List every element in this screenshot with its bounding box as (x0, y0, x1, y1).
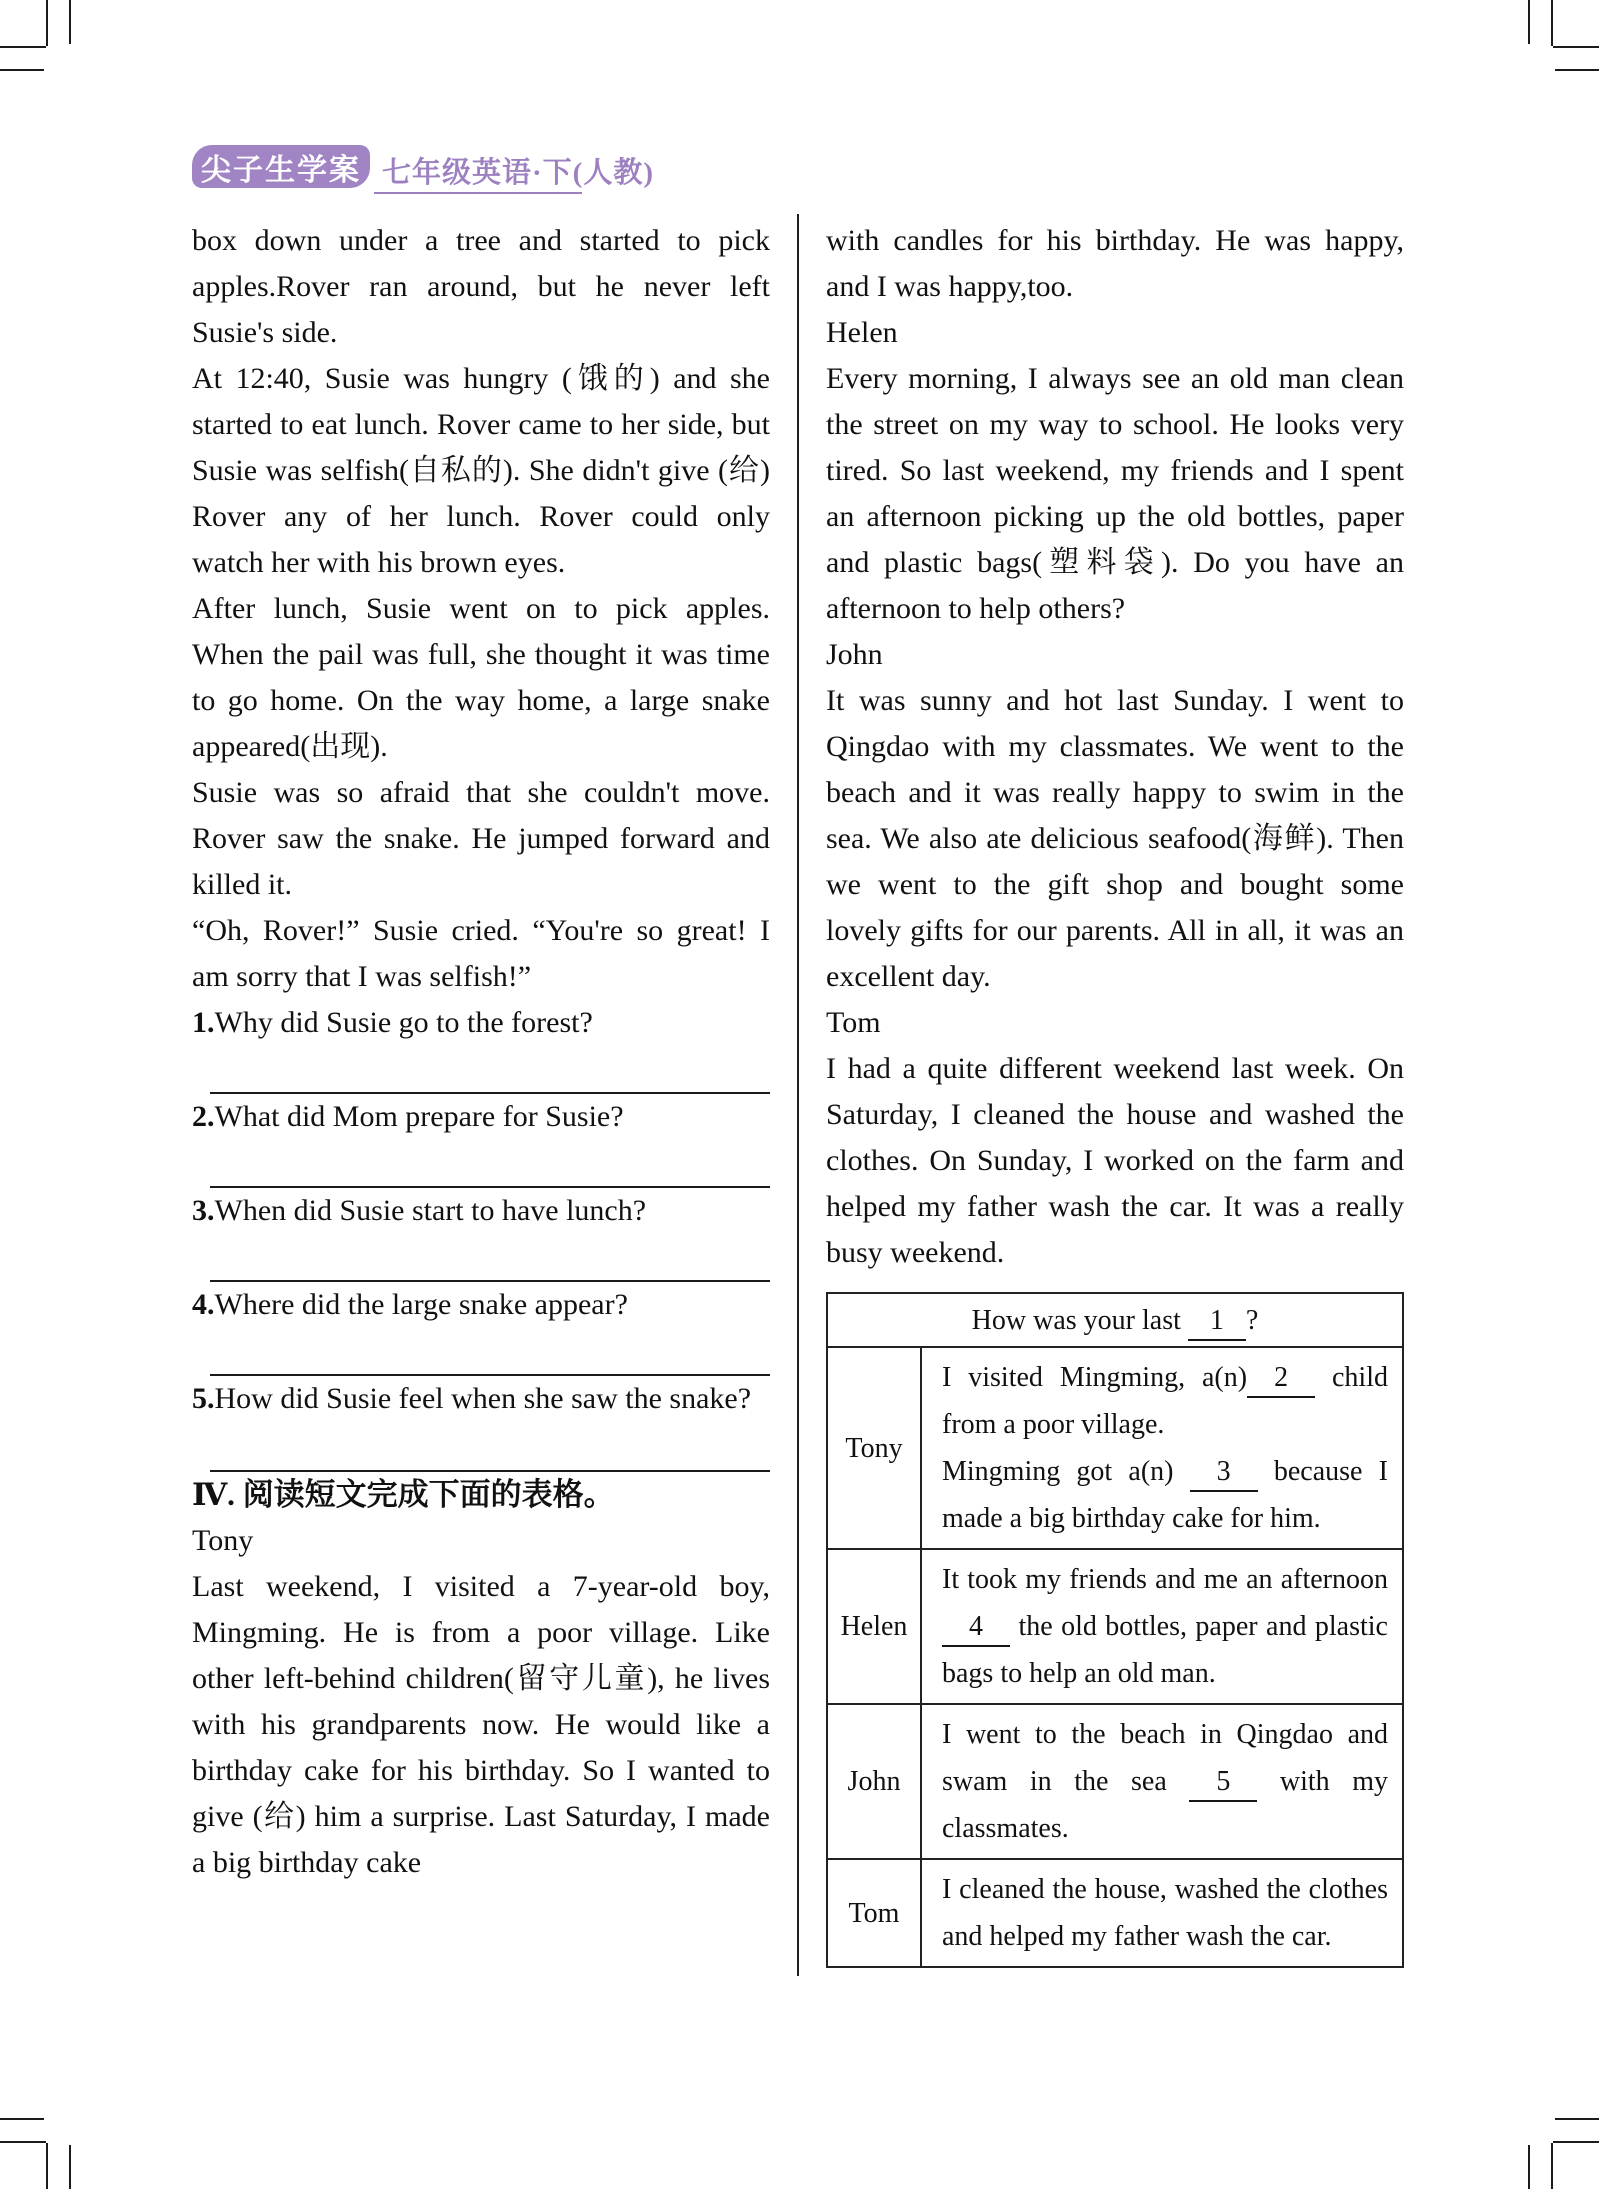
row-body-tony (921, 1347, 1403, 1549)
table-row-john (827, 1704, 1403, 1859)
question-number: 1. (192, 1006, 215, 1039)
continuation-paragraph: with candles for his birthday. He was happy, and I was happy,too. (826, 224, 1404, 303)
cell-text: child from a poor village. (942, 1362, 1388, 1440)
trim-mark (46, 2143, 48, 2189)
speaker-name-tom: Tom (826, 1006, 881, 1039)
trim-mark (0, 69, 44, 71)
series-underline (374, 192, 582, 194)
question-text (192, 1282, 770, 1328)
table-title-cell (827, 1293, 1403, 1347)
row-name-tony: Tony (827, 1347, 921, 1549)
story-paragraph: After lunch, Susie went on to pick apples. When the pail was full, she thought it was time to go home. On the way home, a large snake appeared(出现). (192, 592, 770, 763)
row-name-tom: Tom (827, 1859, 921, 1967)
table-row-helen (827, 1549, 1403, 1704)
trim-mark (1553, 2141, 1599, 2143)
cell-text: It took my friends and me an afternoon (942, 1564, 1388, 1595)
question-1 (192, 1000, 770, 1094)
summary-table (826, 1292, 1404, 1968)
helen-paragraph: Every morning, I always see an old man clean the street on my way to school. He looks very tired. So last weekend, my friends and I spent an afternoon picking up the old bottles, paper and plastic bags(塑料袋). Do you have an afternoon to help others? (826, 362, 1404, 625)
answer-underline (210, 1328, 770, 1376)
blank-1: 1 (1188, 1303, 1246, 1341)
trim-mark (1528, 2145, 1530, 2189)
right-column (826, 218, 1404, 1968)
trim-mark (69, 0, 71, 44)
answer-underline (210, 1140, 770, 1188)
story-paragraph: box down under a tree and started to pick apples.Rover ran around, but he never left Susie's side. (192, 224, 770, 349)
table-title-row (827, 1293, 1403, 1347)
answer-underline (210, 1234, 770, 1282)
question-text (192, 1376, 770, 1422)
blank-3: 3 (1190, 1454, 1258, 1492)
trim-mark (0, 2141, 46, 2143)
tony-cell-line-1 (942, 1354, 1388, 1448)
table-title-suffix: ? (1245, 1304, 1259, 1336)
row-body-john (921, 1704, 1403, 1859)
question-5 (192, 1376, 770, 1472)
question-2 (192, 1094, 770, 1188)
row-name-john: John (827, 1704, 921, 1859)
tony-paragraph: Last weekend, I visited a 7-year-old boy, Mingming. He is from a poor village. Like other left-behind children(留守儿童), he lives with his grandparents now. He would like a birthday cake for his birthday. So I wanted to give (给) him a surprise. Last Saturday, I made a big birthday cake (192, 1570, 770, 1879)
brand-badge: 尖子生学案 (192, 145, 370, 188)
john-paragraph: It was sunny and hot last Sunday. I went to Qingdao with my classmates. We went to the beach and it was really happy to swim in the sea. We also ate delicious seafood(海鲜). Then we went to the gift shop and bought some lovely gifts for our parents. All in all, it was an excellent day. (826, 684, 1404, 993)
blank-5: 5 (1189, 1764, 1257, 1802)
trim-mark (46, 0, 48, 46)
trim-mark (69, 2145, 71, 2189)
question-3 (192, 1188, 770, 1282)
question-text (192, 1000, 770, 1046)
trim-mark (1528, 0, 1530, 44)
cell-text: the old bottles, paper and plastic bags to help an old man. (942, 1611, 1388, 1689)
tony-cell-line-2 (942, 1448, 1388, 1542)
trim-mark (1553, 46, 1599, 48)
question-label: Where did the large snake appear? (214, 1288, 628, 1321)
question-label: Why did Susie go to the forest? (214, 1006, 593, 1039)
table-title-prefix: How was your last (971, 1304, 1181, 1336)
question-label: When did Susie start to have lunch? (214, 1194, 647, 1227)
answer-underline (210, 1046, 770, 1094)
question-label: What did Mom prepare for Susie? (214, 1100, 624, 1133)
question-label: How did Susie feel when she saw the snake? (214, 1382, 752, 1415)
cell-text: with my classmates. (942, 1766, 1388, 1844)
trim-mark (1555, 69, 1599, 71)
cell-text: I visited Mingming, a(n) (942, 1362, 1248, 1393)
question-number: 4. (192, 1288, 215, 1321)
question-number: 5. (192, 1382, 215, 1415)
trim-mark (1551, 2143, 1553, 2189)
left-column (192, 218, 770, 1886)
cell-text: because I made a big birthday cake for him. (942, 1456, 1388, 1534)
tom-paragraph: I had a quite different weekend last week. On Saturday, I cleaned the house and washed the clothes. On Sunday, I worked on the farm and helped my father wash the car. It was a really busy weekend. (826, 1052, 1404, 1269)
cell-text: Mingming got a(n) (942, 1456, 1190, 1487)
trim-mark (0, 2118, 44, 2120)
series-title: 七年级英语·下(人教) (382, 157, 654, 189)
question-4 (192, 1282, 770, 1376)
question-text (192, 1188, 770, 1234)
table-row-tom (827, 1859, 1403, 1967)
cell-text: I went to the beach in Qingdao and swam in the sea (942, 1719, 1388, 1797)
answer-underline (210, 1422, 770, 1472)
table-row-tony (827, 1347, 1403, 1549)
speaker-name-helen: Helen (826, 316, 898, 349)
story-paragraph: “Oh, Rover!” Susie cried. “You're so great! I am sorry that I was selfish!” (192, 914, 770, 993)
section-4-heading (192, 1472, 770, 1518)
row-body-tom (921, 1859, 1403, 1967)
trim-mark (1551, 0, 1553, 46)
row-body-helen (921, 1549, 1403, 1704)
story-paragraph: Susie was so afraid that she couldn't move. Rover saw the snake. He jumped forward and killed it. (192, 776, 770, 901)
story-paragraph: At 12:40, Susie was hungry (饿的) and she started to eat lunch. Rover came to her side, but Susie was selfish(自私的). She didn't give (给) Rover any of her lunch. Rover could only watch her with his brown eyes. (192, 362, 770, 579)
section-title: 阅读短文完成下面的表格。 (234, 1477, 615, 1512)
speaker-name-tony: Tony (192, 1524, 254, 1557)
section-numeral: Ⅳ. (192, 1477, 235, 1512)
column-divider (797, 214, 799, 1976)
question-text (192, 1094, 770, 1140)
cell-text: I cleaned the house, washed the clothes and helped my father wash the car. (942, 1874, 1388, 1952)
blank-4: 4 (942, 1609, 1010, 1647)
trim-mark (1555, 2118, 1599, 2120)
trim-mark (0, 46, 46, 48)
question-number: 2. (192, 1100, 215, 1133)
row-name-helen: Helen (827, 1549, 921, 1704)
blank-2: 2 (1247, 1360, 1315, 1398)
speaker-name-john: John (826, 638, 883, 671)
question-number: 3. (192, 1194, 215, 1227)
